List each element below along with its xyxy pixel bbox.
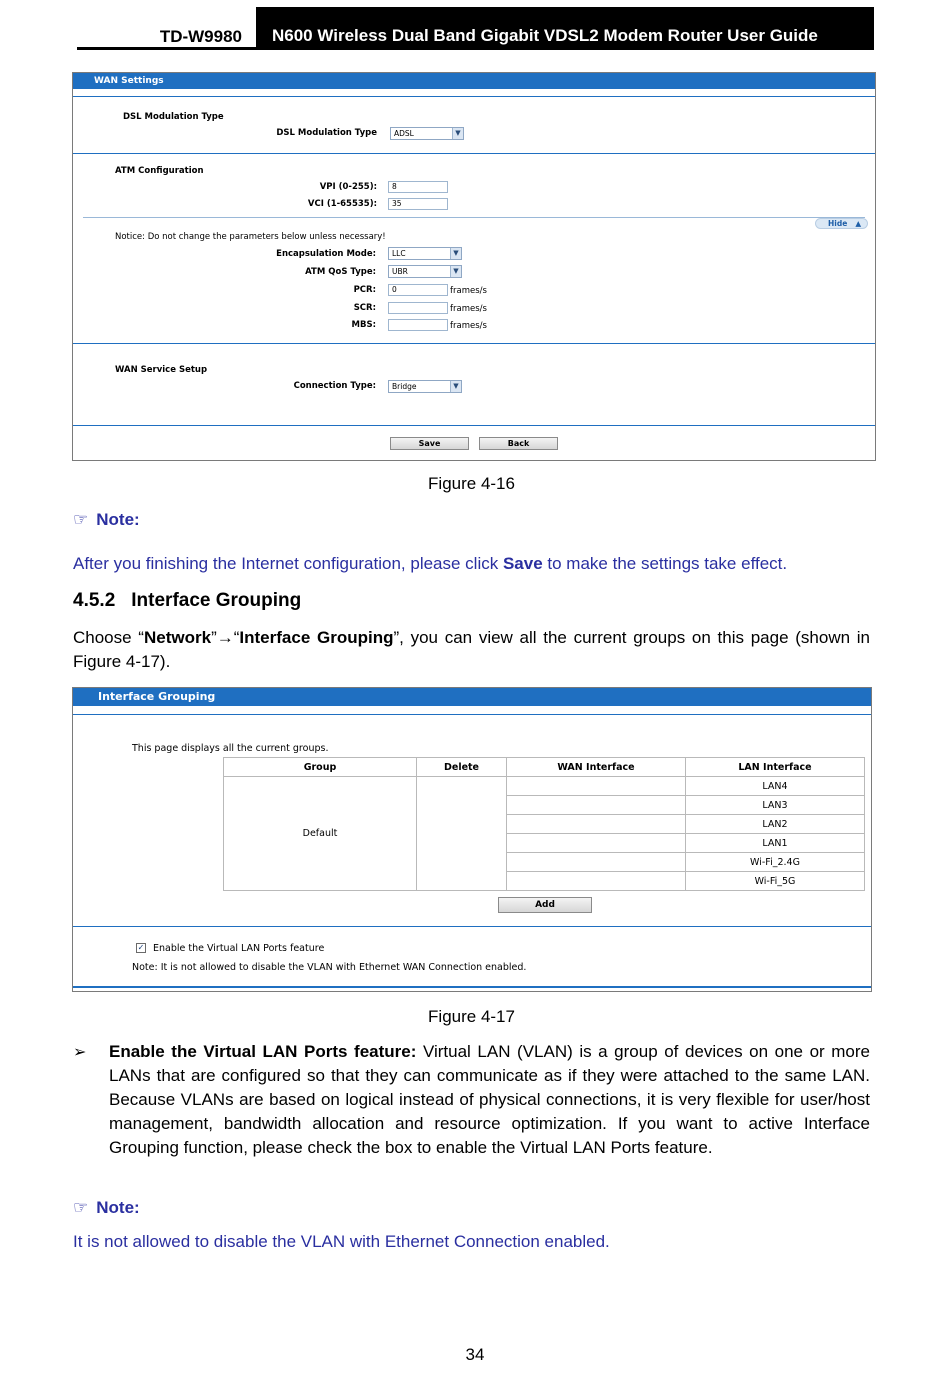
encapsulation-label: Encapsulation Mode: (276, 249, 376, 259)
connection-type-select[interactable]: Bridge ▼ (388, 380, 462, 393)
divider (73, 425, 875, 426)
vlan-note: Note: It is not allowed to disable the VLAN with Ethernet WAN Connection enabled. (132, 962, 527, 973)
back-button[interactable]: Back (479, 437, 558, 450)
pcr-input[interactable]: 0 (388, 284, 448, 296)
wan-service-heading: WAN Service Setup (115, 365, 208, 375)
wan-interface-cell (507, 872, 686, 891)
hide-toggle[interactable]: Hide ▲ (815, 218, 868, 229)
chevron-down-icon: ▼ (450, 266, 461, 277)
column-header: WAN Interface (507, 758, 686, 777)
mbs-unit: frames/s (450, 321, 487, 331)
section-heading: 4.5.2 Interface Grouping (73, 590, 302, 611)
interface-grouping-title: Interface Grouping (73, 688, 871, 706)
chevron-down-icon: ▼ (450, 381, 461, 392)
lan-interface-cell: Wi-Fi_5G (686, 872, 865, 891)
table-row (224, 777, 865, 796)
lan-interface-cell: LAN3 (686, 796, 865, 815)
document-title: N600 Wireless Dual Band Gigabit VDSL2 Modem Router User Guide (256, 7, 874, 50)
wan-interface-cell (507, 834, 686, 853)
interface-grouping-panel (72, 687, 872, 992)
vci-label: VCI (1-65535): (307, 199, 377, 209)
column-header: Group (224, 758, 417, 777)
scr-unit: frames/s (450, 304, 487, 314)
dsl-modulation-select[interactable]: ADSL ▼ (390, 127, 464, 140)
wan-interface-cell (507, 796, 686, 815)
add-group-button[interactable]: Add (498, 897, 592, 913)
divider (73, 343, 875, 344)
wan-settings-title: WAN Settings (73, 73, 875, 89)
group-name-cell: Default (224, 777, 417, 891)
atm-qos-select[interactable]: UBR ▼ (388, 265, 462, 278)
mbs-label: MBS: (351, 320, 376, 330)
lan-interface-cell: LAN2 (686, 815, 865, 834)
divider (83, 217, 865, 218)
wan-interface-cell (507, 815, 686, 834)
lan-interface-cell: LAN1 (686, 834, 865, 853)
header-underline (77, 47, 257, 50)
vpi-input[interactable]: 8 (388, 181, 448, 193)
note-heading: ☞ Note: (73, 510, 140, 529)
pointing-hand-icon: ☞ (73, 510, 89, 529)
divider (73, 714, 871, 715)
divider (73, 153, 875, 154)
parameters-notice: Notice: Do not change the parameters below unless necessary! (115, 232, 386, 242)
dsl-modulation-label: DSL Modulation Type (276, 128, 377, 138)
vlan-description: Enable the Virtual LAN Ports feature: Virtual LAN (VLAN) is a group of devices on one or more LANs that are configured so that they can communicate as if they were attached to the same LAN. Because VLANs are based on logical instead of physical connections, it is very flexible for user/host management, bandwidth allocation and resource optimization. If you want to active Interface Grouping function, please check the box to enable the Virtual LAN Ports feature. (109, 1042, 870, 1157)
chevron-down-icon: ▼ (450, 248, 461, 259)
intro-paragraph: Choose “Network”→“Interface Grouping”, you can view all the current groups on this page (shown in Figure 4-17). (73, 628, 870, 671)
note-text: It is not allowed to disable the VLAN with Ethernet Connection enabled. (73, 1232, 610, 1251)
chevron-up-icon: ▲ (855, 219, 862, 228)
lan-interface-cell: Wi-Fi_2.4G (686, 853, 865, 872)
connection-type-label: Connection Type: (293, 381, 376, 391)
enable-vlan-checkbox[interactable]: ✓ (137, 943, 145, 952)
note-text: After you finishing the Internet configuration, please click Save to make the settings take effect. (73, 554, 788, 573)
encapsulation-select[interactable]: LLC ▼ (388, 247, 462, 260)
column-header: LAN Interface (686, 758, 865, 777)
divider (73, 926, 871, 927)
figure-caption: Figure 4-17 (428, 1007, 515, 1026)
scr-label: SCR: (353, 303, 376, 313)
groups-description: This page displays all the current groups. (132, 743, 329, 754)
dsl-section-heading: DSL Modulation Type (123, 112, 224, 122)
column-header: Delete (417, 758, 507, 777)
divider (73, 96, 875, 97)
pcr-unit: frames/s (450, 286, 487, 296)
enable-vlan-label: Enable the Virtual LAN Ports feature (153, 943, 325, 954)
bullet-arrow-icon: ➢ (73, 1044, 87, 1061)
pointing-hand-icon: ☞ (73, 1198, 89, 1217)
vci-input[interactable]: 35 (388, 198, 448, 210)
wan-settings-panel (72, 72, 876, 461)
vpi-label: VPI (0-255): (319, 182, 377, 192)
arrow-right-icon: → (216, 628, 234, 647)
page-number: 34 (465, 1345, 485, 1364)
save-button[interactable]: Save (390, 437, 469, 450)
document-model: TD-W9980 (159, 27, 242, 46)
mbs-input[interactable] (388, 319, 448, 331)
scr-input[interactable] (388, 302, 448, 314)
note-heading: ☞ Note: (73, 1198, 140, 1217)
wan-interface-cell (507, 853, 686, 872)
lan-interface-cell: LAN4 (686, 777, 865, 796)
groups-table (223, 757, 865, 891)
wan-interface-cell (507, 777, 686, 796)
figure-caption: Figure 4-16 (428, 474, 515, 493)
delete-cell (417, 777, 507, 891)
pcr-label: PCR: (353, 285, 376, 295)
atm-section-heading: ATM Configuration (115, 166, 204, 176)
atm-qos-label: ATM QoS Type: (305, 267, 376, 277)
divider (73, 986, 871, 988)
chevron-down-icon: ▼ (452, 128, 463, 139)
